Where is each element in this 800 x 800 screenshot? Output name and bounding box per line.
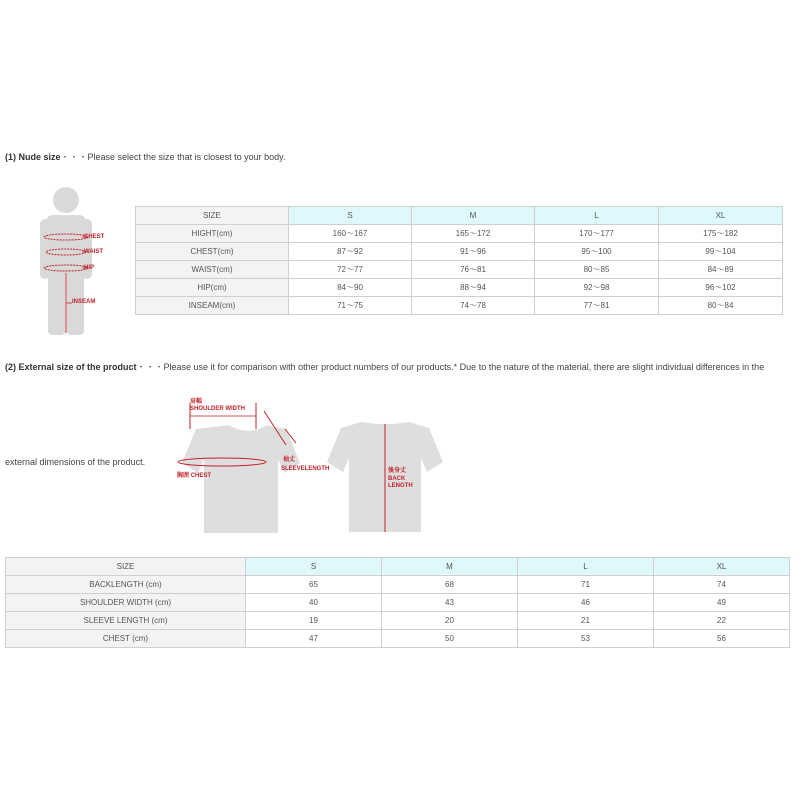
external-size-table [5, 557, 790, 648]
table-header-cell: XL [659, 207, 783, 225]
table-row [136, 297, 783, 315]
inseam-label: INSEAM [72, 299, 96, 305]
table-header-row [6, 558, 790, 576]
external-size-heading-bold: (2) External size of the product [5, 362, 137, 372]
table-row [136, 261, 783, 279]
table-row-label: CHEST(cm) [136, 243, 289, 261]
table-header-cell: M [382, 558, 518, 576]
table-cell: 20 [382, 612, 518, 630]
table-cell: 47 [246, 630, 382, 648]
body-figure [30, 185, 110, 340]
table-header-cell: SIZE [6, 558, 246, 576]
shoulder-width-label: SHOULDER WIDTH [190, 406, 245, 412]
table-header-cell: XL [654, 558, 790, 576]
external-size-heading [5, 360, 764, 373]
table-row-label: INSEAM(cm) [136, 297, 289, 315]
table-row-label: HIGHT(cm) [136, 225, 289, 243]
table-cell: 49 [654, 594, 790, 612]
table-row-label: SLEEVE LENGTH (cm) [6, 612, 246, 630]
table-cell: 71 [518, 576, 654, 594]
table-cell: 91～96 [412, 243, 535, 261]
sleeve-length-label: SLEEVELENGTH [281, 466, 330, 472]
table-cell: 56 [654, 630, 790, 648]
table-row [136, 225, 783, 243]
table-cell: 170～177 [535, 225, 659, 243]
table-cell: 72～77 [289, 261, 412, 279]
table-row [136, 243, 783, 261]
table-row-label: BACKLENGTH (cm) [6, 576, 246, 594]
table-cell: 160～167 [289, 225, 412, 243]
nude-size-heading [5, 150, 285, 163]
table-row [6, 630, 790, 648]
tshirt-back [325, 420, 445, 535]
table-cell: 92～98 [535, 279, 659, 297]
nude-size-heading-bold: (1) Nude size [5, 152, 61, 162]
table-cell: 80～84 [659, 297, 783, 315]
table-row-label: HIP(cm) [136, 279, 289, 297]
table-row [136, 279, 783, 297]
table-row [6, 612, 790, 630]
table-cell: 84～89 [659, 261, 783, 279]
hip-label: HIP [84, 265, 95, 271]
table-row-label: WAIST(cm) [136, 261, 289, 279]
table-cell: 88～94 [412, 279, 535, 297]
table-cell: 53 [518, 630, 654, 648]
table-cell: 50 [382, 630, 518, 648]
table-cell: 84～90 [289, 279, 412, 297]
table-header-cell: SIZE [136, 207, 289, 225]
table-cell: 74 [654, 576, 790, 594]
nude-size-heading-text: ・・・Please select the size that is closest to your body. [60, 152, 286, 162]
chest-label: CHEST [84, 234, 105, 240]
back-length-label-1: BACK [388, 476, 406, 482]
table-header-cell: L [518, 558, 654, 576]
table-header-cell: S [289, 207, 412, 225]
table-cell: 74～78 [412, 297, 535, 315]
table-header-row [136, 207, 783, 225]
table-cell: 87～92 [289, 243, 412, 261]
table-row [6, 594, 790, 612]
table-cell: 19 [246, 612, 382, 630]
table-cell: 80～85 [535, 261, 659, 279]
chest-label-front [177, 470, 211, 479]
table-cell: 68 [382, 576, 518, 594]
nude-size-table [135, 206, 783, 315]
table-cell: 175～182 [659, 225, 783, 243]
chest-label-en: CHEST [190, 473, 212, 479]
back-length-label-jp: 後身丈 [388, 468, 407, 474]
external-size-heading-continued: external dimensions of the product. [5, 457, 146, 467]
table-cell: 65 [246, 576, 382, 594]
table-row-label: CHEST (cm) [6, 630, 246, 648]
tshirt-back-icon [325, 420, 445, 535]
table-cell: 22 [654, 612, 790, 630]
tshirt-front-icon [160, 395, 340, 535]
table-cell: 99～104 [659, 243, 783, 261]
table-cell: 46 [518, 594, 654, 612]
back-length-label-2: LENGTH [388, 483, 413, 489]
table-row-label: SHOULDER WIDTH (cm) [6, 594, 246, 612]
table-cell: 96～102 [659, 279, 783, 297]
tshirt-front [160, 395, 340, 535]
table-cell: 21 [518, 612, 654, 630]
table-cell: 95～100 [535, 243, 659, 261]
table-cell: 40 [246, 594, 382, 612]
table-header-cell: M [412, 207, 535, 225]
waist-label: WAIST [84, 249, 103, 255]
body-figure-icon [30, 185, 110, 340]
shoulder-width-label-jp: 肩幅 [190, 399, 203, 405]
external-size-heading-text: ・・・Please use it for comparison with other product numbers of our products.* Due to the nature of the material, there are slight individual differences in the [136, 362, 765, 372]
table-header-cell: S [246, 558, 382, 576]
table-cell: 71～75 [289, 297, 412, 315]
table-header-cell: L [535, 207, 659, 225]
table-cell: 43 [382, 594, 518, 612]
table-cell: 76～81 [412, 261, 535, 279]
table-cell: 77～81 [535, 297, 659, 315]
table-row [6, 576, 790, 594]
sleeve-length-label-jp: 袖丈 [283, 457, 296, 463]
table-cell: 165～172 [412, 225, 535, 243]
chest-label-jp: 胸囲 [177, 473, 190, 479]
